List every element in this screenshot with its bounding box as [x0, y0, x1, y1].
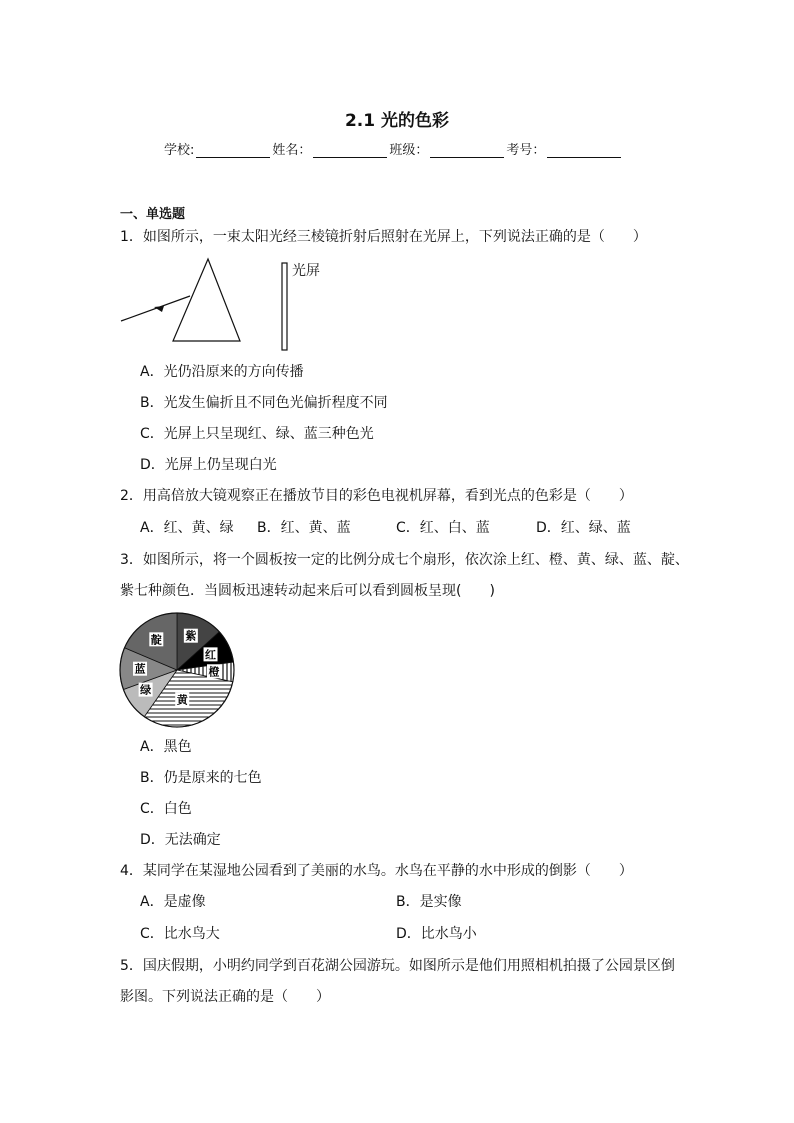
- q4-option-d[interactable]: D．比水鸟小: [396, 926, 477, 942]
- q3-option-a[interactable]: A．黑色: [140, 739, 192, 755]
- q3-option-c[interactable]: C．白色: [140, 801, 192, 817]
- color-wheel-diagram: [118, 612, 240, 730]
- prism-shape: [173, 259, 240, 341]
- q2-option-a[interactable]: A．红、黄、绿: [140, 520, 234, 536]
- page-title: 2.1 光的色彩: [344, 111, 450, 131]
- question-4-stem: 4．某同学在某湿地公园看到了美丽的水鸟。水鸟在平静的水中形成的倒影（ ）: [120, 863, 633, 879]
- q1-option-d[interactable]: D．光屏上仍呈现白光: [140, 457, 277, 473]
- sector-label: 蓝: [134, 662, 146, 676]
- sector-label: 红: [205, 648, 217, 662]
- student-info-line: [164, 139, 623, 158]
- section-heading: 一、单选题: [120, 207, 186, 222]
- q2-option-c[interactable]: C．红、白、蓝: [396, 520, 490, 536]
- q3-option-b[interactable]: B．仍是原来的七色: [140, 770, 262, 786]
- class-label: 班级：: [389, 143, 429, 158]
- name-label: 姓名：: [272, 143, 312, 158]
- number-label: 考号：: [506, 143, 546, 158]
- number-blank[interactable]: [547, 141, 621, 158]
- q3-option-d[interactable]: D．无法确定: [140, 832, 221, 848]
- school-label: 学校:: [164, 143, 195, 158]
- question-2-stem: 2．用高倍放大镜观察正在播放节目的彩色电视机屏幕，看到光点的色彩是（ ）: [120, 488, 633, 504]
- q1-option-a[interactable]: A．光仍沿原来的方向传播: [140, 364, 304, 380]
- screen-label: 光屏: [292, 263, 320, 279]
- sector-label: 紫: [185, 629, 197, 643]
- q4-option-a[interactable]: A．是虚像: [140, 894, 206, 910]
- question-1-stem: 1．如图所示，一束太阳光经三棱镜折射后照射在光屏上，下列说法正确的是（ ）: [120, 229, 647, 245]
- light-screen: [282, 263, 287, 350]
- sector-label: 橙: [208, 665, 220, 679]
- q2-option-d[interactable]: D．红、绿、蓝: [536, 520, 631, 536]
- sector-label: 绿: [140, 683, 152, 697]
- q1-option-c[interactable]: C．光屏上只呈现红、绿、蓝三种色光: [140, 426, 374, 442]
- name-blank[interactable]: [313, 141, 387, 158]
- light-ray: [121, 296, 190, 321]
- q4-option-b[interactable]: B．是实像: [396, 894, 462, 910]
- question-5-stem-line-1: 5．国庆假期，小明约同学到百花湖公园游玩。如图所示是他们用照相机拍摄了公园景区倒: [120, 958, 675, 974]
- question-3-stem-line-1: 3．如图所示，将一个圆板按一定的比例分成七个扇形，依次涂上红、橙、黄、绿、蓝、靛、: [120, 552, 689, 568]
- school-blank[interactable]: [196, 141, 270, 158]
- q2-option-b[interactable]: B．红、黄、蓝: [257, 520, 351, 536]
- question-3-stem-line-2: 紫七种颜色．当圆板迅速转动起来后可以看到圆板呈现( ): [120, 583, 495, 599]
- sector-label: 黄: [176, 693, 188, 707]
- q1-option-b[interactable]: B．光发生偏折且不同色光偏折程度不同: [140, 395, 388, 411]
- class-blank[interactable]: [430, 141, 504, 158]
- q4-option-c[interactable]: C．比水鸟大: [140, 926, 220, 942]
- sector-label: 靛: [150, 633, 162, 647]
- question-5-stem-line-2: 影图。下列说法正确的是（ ）: [120, 989, 330, 1005]
